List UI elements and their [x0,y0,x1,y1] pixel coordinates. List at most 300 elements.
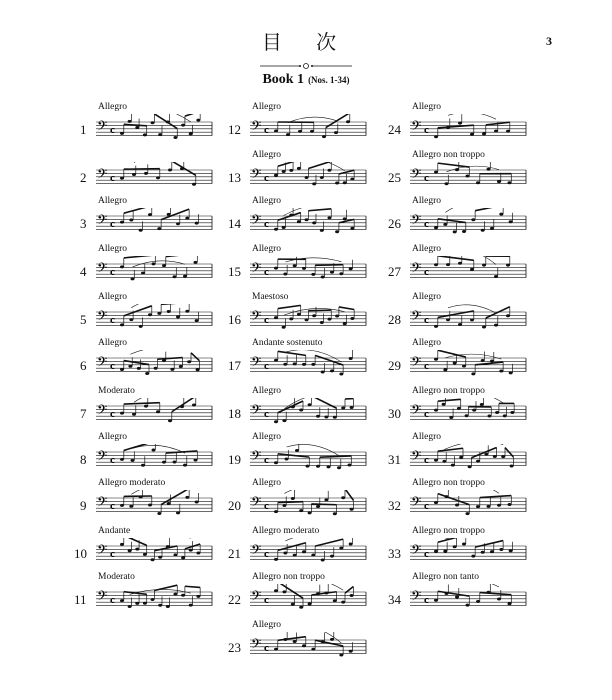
slur [448,114,496,119]
note-beam [124,208,152,213]
note-head [497,504,501,507]
note-beam [308,209,331,211]
bass-clef-icon: 𝄢 [251,494,262,513]
staff-incipit [410,162,528,194]
note-head [185,310,189,313]
tempo-marking: Allegro [252,196,282,206]
note-head [297,220,301,223]
staff-incipit [96,584,214,616]
incipit-27 [390,244,530,288]
incipit-30 [390,386,530,430]
note-head [453,361,457,364]
bass-clef-icon: 𝄢 [411,588,422,607]
note-head [327,465,331,468]
note-head [335,230,339,233]
note-head [274,228,278,231]
note-head [434,226,438,229]
note-head [434,459,438,462]
note-beam [480,496,512,498]
staff-incipit [410,304,528,336]
incipit-12 [230,102,370,146]
incipit-16 [230,292,370,336]
note-head [120,458,124,461]
staff-incipit [410,398,528,430]
note-head [274,510,278,513]
tempo-marking: Allegro moderato [98,478,166,488]
tempo-marking: Allegro [98,292,128,302]
note-beam [311,398,336,408]
note-head [445,182,449,185]
note-head [327,216,331,219]
note-head [343,181,347,184]
staff-incipit [410,490,528,522]
note-head [482,264,486,267]
incipit-number: 22 [228,592,241,607]
slur [447,166,500,172]
bass-clef-icon: 𝄢 [251,588,262,607]
note-head [135,126,139,129]
note-head [499,548,503,551]
incipit-34 [390,572,530,616]
slur [130,538,191,539]
time-signature: c [424,454,429,466]
note-head [274,267,278,270]
staff-incipit [250,162,368,194]
staff-incipit [96,256,214,288]
incipit-number: 27 [388,264,401,279]
incipit-number: 30 [388,406,401,421]
incipit-number: 21 [228,546,241,561]
time-signature: c [110,218,115,230]
note-head [167,310,171,313]
note-beam [191,353,199,361]
note-head [462,543,466,546]
note-head [324,498,328,501]
note-beam [124,256,156,258]
tempo-marking: Allegro moderato [252,526,320,536]
note-head [196,368,200,371]
incipit-17 [230,338,370,382]
note-head [293,554,297,557]
bass-clef-icon: 𝄢 [97,494,108,513]
note-head [143,602,147,605]
note-beam [124,538,147,545]
incipit-number: 8 [80,452,87,467]
incipit-23 [230,620,370,664]
note-head [181,124,185,127]
incipit-29 [390,338,530,382]
note-head [337,466,341,469]
incipit-5 [76,292,216,336]
note-head [167,502,171,505]
note-head [274,461,278,464]
tempo-marking: Allegro [252,432,282,442]
note-head [310,130,314,133]
note-head [343,217,347,220]
note-head [446,318,450,321]
incipit-number: 14 [228,216,241,231]
note-head [289,317,293,320]
note-head [458,262,462,265]
bass-clef-icon: 𝄢 [251,166,262,185]
note-head [458,122,462,125]
note-beam [339,219,354,222]
note-head [189,604,193,607]
note-head [129,318,133,321]
bass-clef-icon: 𝄢 [97,588,108,607]
note-head [297,313,301,316]
bass-clef-icon: 𝄢 [97,354,108,373]
note-head [476,505,480,508]
slur [285,538,341,541]
time-signature: c [424,314,429,326]
note-head [443,368,447,371]
note-beam [161,209,189,219]
note-head [120,543,124,546]
note-head [312,221,316,224]
note-head [120,368,124,371]
incipit-22 [230,572,370,616]
incipit-number: 32 [388,498,401,513]
note-head [173,593,177,596]
note-head [141,464,145,467]
note-head [196,595,200,598]
book-heading [0,70,612,88]
time-signature: c [264,594,269,606]
note-head [151,598,155,601]
slur [445,208,501,212]
note-head [128,549,132,552]
tempo-marking: Allegro [252,620,282,630]
note-head [335,314,339,317]
time-signature: c [424,266,429,278]
tempo-marking: Andante [98,526,131,536]
note-beam [124,306,152,316]
note-head [195,500,199,503]
note-head [494,130,498,133]
note-head [274,316,278,319]
note-head [320,176,324,179]
note-head [443,223,447,226]
note-head [434,599,438,602]
time-signature: c [264,172,269,184]
incipit-32 [390,478,530,522]
note-head [162,264,166,267]
note-head [481,551,485,554]
note-head [471,555,475,558]
note-head [173,136,177,139]
bass-clef-icon: 𝄢 [411,402,422,421]
bass-clef-icon: 𝄢 [251,354,262,373]
note-head [350,508,354,511]
bass-clef-icon: 𝄢 [251,260,262,279]
note-beam [124,444,156,450]
note-beam [438,538,466,542]
time-signature: c [264,218,269,230]
note-head [183,464,187,467]
staff-incipit [250,208,368,240]
note-head [466,604,470,607]
note-head [170,368,174,371]
note-head [330,555,334,558]
note-head [481,359,485,362]
incipit-number: 29 [388,358,401,373]
staff-incipit [250,398,368,430]
note-head [434,171,438,174]
staff-incipit [250,490,368,522]
note-head [168,169,172,172]
note-head [443,550,447,553]
note-head [154,367,158,370]
note-head [183,275,187,278]
note-head [120,323,124,326]
bass-clef-icon: 𝄢 [411,494,422,513]
incipit-21 [230,526,370,570]
incipit-20 [230,478,370,522]
note-head [494,275,498,278]
note-head [434,550,438,553]
note-head [128,365,132,368]
time-signature: c [424,408,429,420]
note-head [466,175,470,178]
note-head [196,119,200,122]
note-head [497,180,501,183]
time-signature: c [110,360,115,372]
time-signature: c [424,548,429,560]
note-head [302,644,306,647]
note-beam [438,399,461,401]
time-signature: c [264,548,269,560]
note-head [298,130,302,133]
staff-incipit [250,538,368,570]
slur [287,444,340,455]
time-signature: c [110,266,115,278]
staff-incipit [250,444,368,476]
note-head [339,547,343,550]
note-head [487,414,491,417]
note-head [131,459,135,462]
note-head [308,403,312,406]
incipit-4 [76,244,216,288]
note-head [350,227,354,230]
incipit-number: 28 [388,312,401,327]
note-head [320,321,324,324]
note-head [321,559,325,562]
note-head [189,549,193,552]
note-head [346,120,350,123]
note-beam [278,305,301,308]
staff-incipit [410,114,528,146]
tempo-marking: Allegro [98,196,128,206]
note-head [497,598,501,601]
note-head [285,458,289,461]
note-head [484,453,488,456]
note-head [434,325,438,328]
tempo-marking: Allegro [252,478,282,488]
note-head [341,406,345,409]
bass-clef-icon: 𝄢 [97,308,108,327]
note-head [510,411,514,414]
page-number: 3 [546,34,552,48]
note-head [457,407,461,410]
time-signature: c [424,360,429,372]
staff-incipit [410,350,528,382]
note-head [350,406,354,409]
slur [285,350,341,362]
incipit-18 [230,386,370,430]
slur [131,304,187,308]
note-head [143,133,147,136]
note-head [135,602,139,605]
bass-clef-icon: 𝄢 [251,636,262,655]
staff-incipit [410,208,528,240]
note-head [283,551,287,554]
bass-clef-icon: 𝄢 [251,402,262,421]
note-head [349,650,353,653]
note-head [299,606,303,609]
note-head [152,449,156,452]
tempo-marking: Andante sostenuto [252,338,323,348]
staff-incipit [410,444,528,476]
note-head [195,222,199,225]
note-head [189,132,193,135]
note-head [176,511,180,514]
bass-clef-icon: 𝄢 [97,166,108,185]
bass-clef-icon: 𝄢 [411,212,422,231]
note-head [509,220,513,223]
note-head [282,326,286,329]
note-head [480,403,484,406]
note-head [185,217,189,220]
incipit-number: 18 [228,406,241,421]
note-head [308,511,312,514]
time-signature: c [424,218,429,230]
note-head [299,408,303,411]
note-head [482,132,486,135]
note-head [482,325,486,328]
note-head [481,229,485,232]
note-head [434,409,438,412]
note-head [120,177,124,180]
note-head [333,599,337,602]
note-head [330,271,334,274]
note-head [293,640,297,643]
incipit-31 [390,432,530,476]
note-head [487,505,491,508]
bass-clef-icon: 𝄢 [411,354,422,373]
incipit-number: 15 [228,264,241,279]
note-head [141,272,145,275]
time-signature: c [110,500,115,512]
note-head [129,505,133,508]
note-head [510,464,514,467]
note-head [293,362,297,365]
time-signature: c [264,314,269,326]
tempo-marking: Allegro [98,102,128,112]
tempo-marking: Allegro [252,150,282,160]
note-head [158,604,162,607]
note-head [490,550,494,553]
incipit-9 [76,478,216,522]
note-head [291,497,295,500]
tempo-marking: Allegro [252,386,282,396]
slur [447,490,500,493]
time-signature: c [264,360,269,372]
note-head [306,465,310,468]
note-head [501,455,505,458]
bass-clef-icon: 𝄢 [251,118,262,137]
note-head [120,504,124,507]
tempo-marking: Allegro [412,244,442,254]
bass-clef-icon: 𝄢 [411,542,422,561]
time-signature: c [264,642,269,654]
note-head [434,135,438,138]
note-head [350,178,354,181]
incipit-number: 13 [228,170,241,185]
note-head [499,370,503,373]
incipit-number: 7 [80,406,87,421]
note-head [503,414,507,417]
staff-incipit [250,114,368,146]
incipit-number: 6 [80,358,87,373]
note-head [274,648,278,651]
note-head [311,363,315,366]
note-head [148,313,152,316]
incipit-number: 12 [228,122,241,137]
staff-incipit [96,208,214,240]
note-head [168,419,172,422]
note-head [324,416,328,419]
note-head [470,268,474,271]
slur [134,398,182,402]
bass-clef-icon: 𝄢 [97,260,108,279]
note-head [434,358,438,361]
note-head [453,545,457,548]
incipit-number: 17 [228,358,241,373]
incipit-6 [76,338,216,382]
slur [444,398,505,404]
note-head [137,367,141,370]
note-head [508,181,512,184]
tempo-marking: Allegro non troppo [412,386,485,396]
tempo-marking: Allegro non troppo [412,526,485,536]
note-head [465,414,469,417]
book-title: Book 1 [262,72,305,87]
note-head [471,372,475,375]
note-head [297,167,301,170]
time-signature: c [110,172,115,184]
time-signature: c [424,500,429,512]
note-beam [438,163,470,167]
note-head [470,133,474,136]
tempo-marking: Allegro non troppo [252,572,325,582]
note-head [192,404,196,407]
incipit-number: 24 [388,122,401,137]
time-signature: c [424,124,429,136]
note-head [349,357,353,360]
bass-clef-icon: 𝄢 [251,308,262,327]
note-head [120,221,124,224]
note-head [291,603,295,606]
note-head [181,594,185,597]
note-head [472,409,476,412]
note-beam [161,490,189,505]
note-head [470,318,474,321]
note-head [120,599,124,602]
incipit-2 [76,150,216,194]
tempo-marking: Allegro [412,338,442,348]
note-head [156,410,160,413]
